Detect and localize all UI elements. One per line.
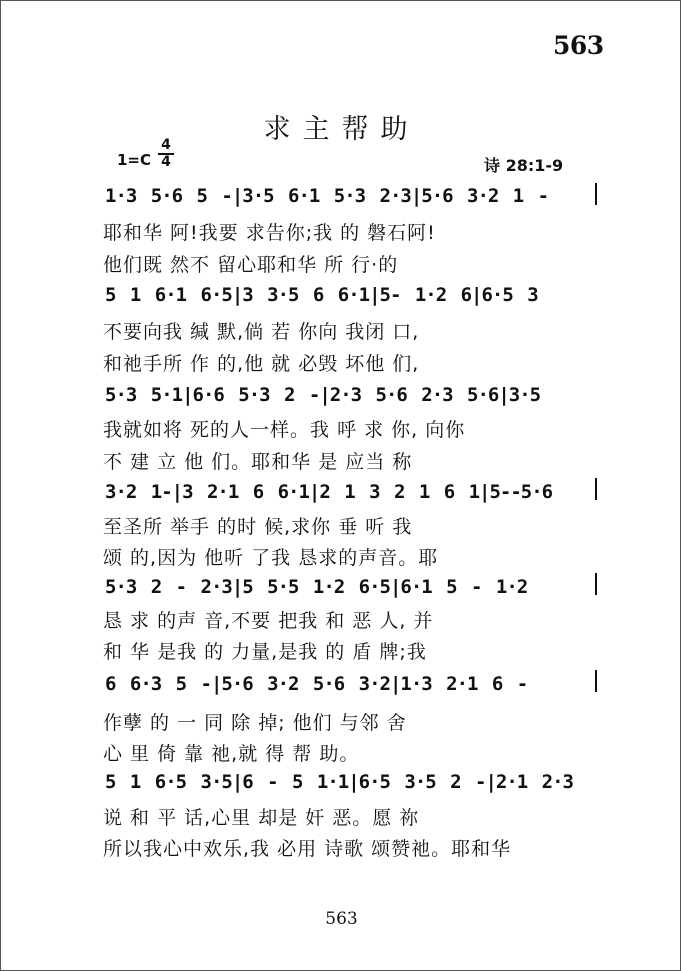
page-number: 563 <box>325 909 358 929</box>
lyric-text: 颂 的,因为 他听 了我 恳求的声音。耶 <box>103 547 439 569</box>
lyric-line-6a <box>1 708 681 734</box>
key-signature: 1=C <box>117 151 152 169</box>
notation-line-2 <box>1 284 681 310</box>
lyric-line-5b <box>1 637 681 663</box>
notation-line-4 <box>1 481 681 507</box>
lyric-line-3b <box>1 447 681 473</box>
bar-line <box>595 573 597 595</box>
notation-text: 3·2 1-|3 2·1 6 6·1|2 1 3 2 1 6 1|5--5·6 <box>105 481 553 503</box>
notation-line-3 <box>1 384 681 410</box>
lyric-line-4a <box>1 512 681 538</box>
notation-line-5 <box>1 576 681 602</box>
time-signature-bottom: 4 <box>161 154 171 170</box>
lyric-line-5a <box>1 606 681 632</box>
lyric-line-3a <box>1 415 681 441</box>
notation-text: 1·3 5·6 5 -|3·5 6·1 5·3 2·3|5·6 3·2 1 - <box>105 185 549 207</box>
lyric-text: 作孽 的 一 同 除 掉; 他们 与邻 舍 <box>103 712 407 734</box>
lyric-text: 耶和华 阿!我要 求告你;我 的 磐石阿! <box>103 222 436 244</box>
lyric-line-1b <box>1 250 681 276</box>
lyric-text: 不要向我 缄 默,倘 若 你向 我闭 口, <box>103 321 420 343</box>
lyric-line-6b <box>1 739 681 765</box>
hymn-number: 563 <box>553 31 604 60</box>
lyric-line-2a <box>1 317 681 343</box>
lyric-text: 他们既 然不 留心耶和华 所 行·的 <box>103 254 399 276</box>
time-signature <box>158 139 174 169</box>
notation-text: 5·3 2 - 2·3|5 5·5 1·2 6·5|6·1 5 - 1·2 <box>105 576 528 598</box>
bar-line <box>595 478 597 500</box>
bar-line <box>595 670 597 692</box>
bar-line <box>595 183 597 205</box>
lyric-text: 和祂手所 作 的,他 就 必毁 坏他 们, <box>103 353 420 375</box>
lyric-text: 说 和 平 话,心里 却是 奸 恶。愿 祢 <box>103 807 420 829</box>
lyric-line-1a <box>1 218 681 244</box>
notation-line-6 <box>1 673 681 699</box>
lyric-text: 至圣所 举手 的时 候,求你 垂 听 我 <box>103 516 413 538</box>
lyric-line-7a <box>1 803 681 829</box>
time-signature-top: 4 <box>161 137 171 153</box>
notation-text: 6 6·3 5 -|5·6 3·2 5·6 3·2|1·3 2·1 6 - <box>105 673 528 695</box>
scripture-reference: 诗 28:1-9 <box>484 156 564 175</box>
lyric-line-4b <box>1 543 681 569</box>
lyric-text: 我就如将 死的人一样。我 呼 求 你, 向你 <box>103 419 466 441</box>
lyric-line-2b <box>1 349 681 375</box>
lyric-text: 所以我心中欢乐,我 必用 诗歌 颂赞祂。耶和华 <box>103 838 512 860</box>
hymn-title: 求主帮助 <box>263 114 420 145</box>
lyric-text: 和 华 是我 的 力量,是我 的 盾 牌;我 <box>103 641 427 663</box>
notation-text: 5 1 6·5 3·5|6 - 5 1·1|6·5 3·5 2 -|2·1 2·3 <box>105 771 573 793</box>
notation-line-1 <box>1 185 681 211</box>
lyric-text: 不 建 立 他 们。耶和华 是 应当 称 <box>103 451 413 473</box>
lyric-line-7b <box>1 834 681 860</box>
lyric-text: 恳 求 的声 音,不要 把我 和 恶 人, 并 <box>103 610 434 632</box>
notation-line-7 <box>1 771 681 797</box>
notation-text: 5·3 5·1|6·6 5·3 2 -|2·3 5·6 2·3 5·6|3·5 <box>105 384 541 406</box>
lyric-text: 心 里 倚 靠 祂,就 得 帮 助。 <box>103 743 360 765</box>
notation-text: 5 1 6·1 6·5|3 3·5 6 6·1|5- 1·2 6|6·5 3 <box>105 284 538 306</box>
